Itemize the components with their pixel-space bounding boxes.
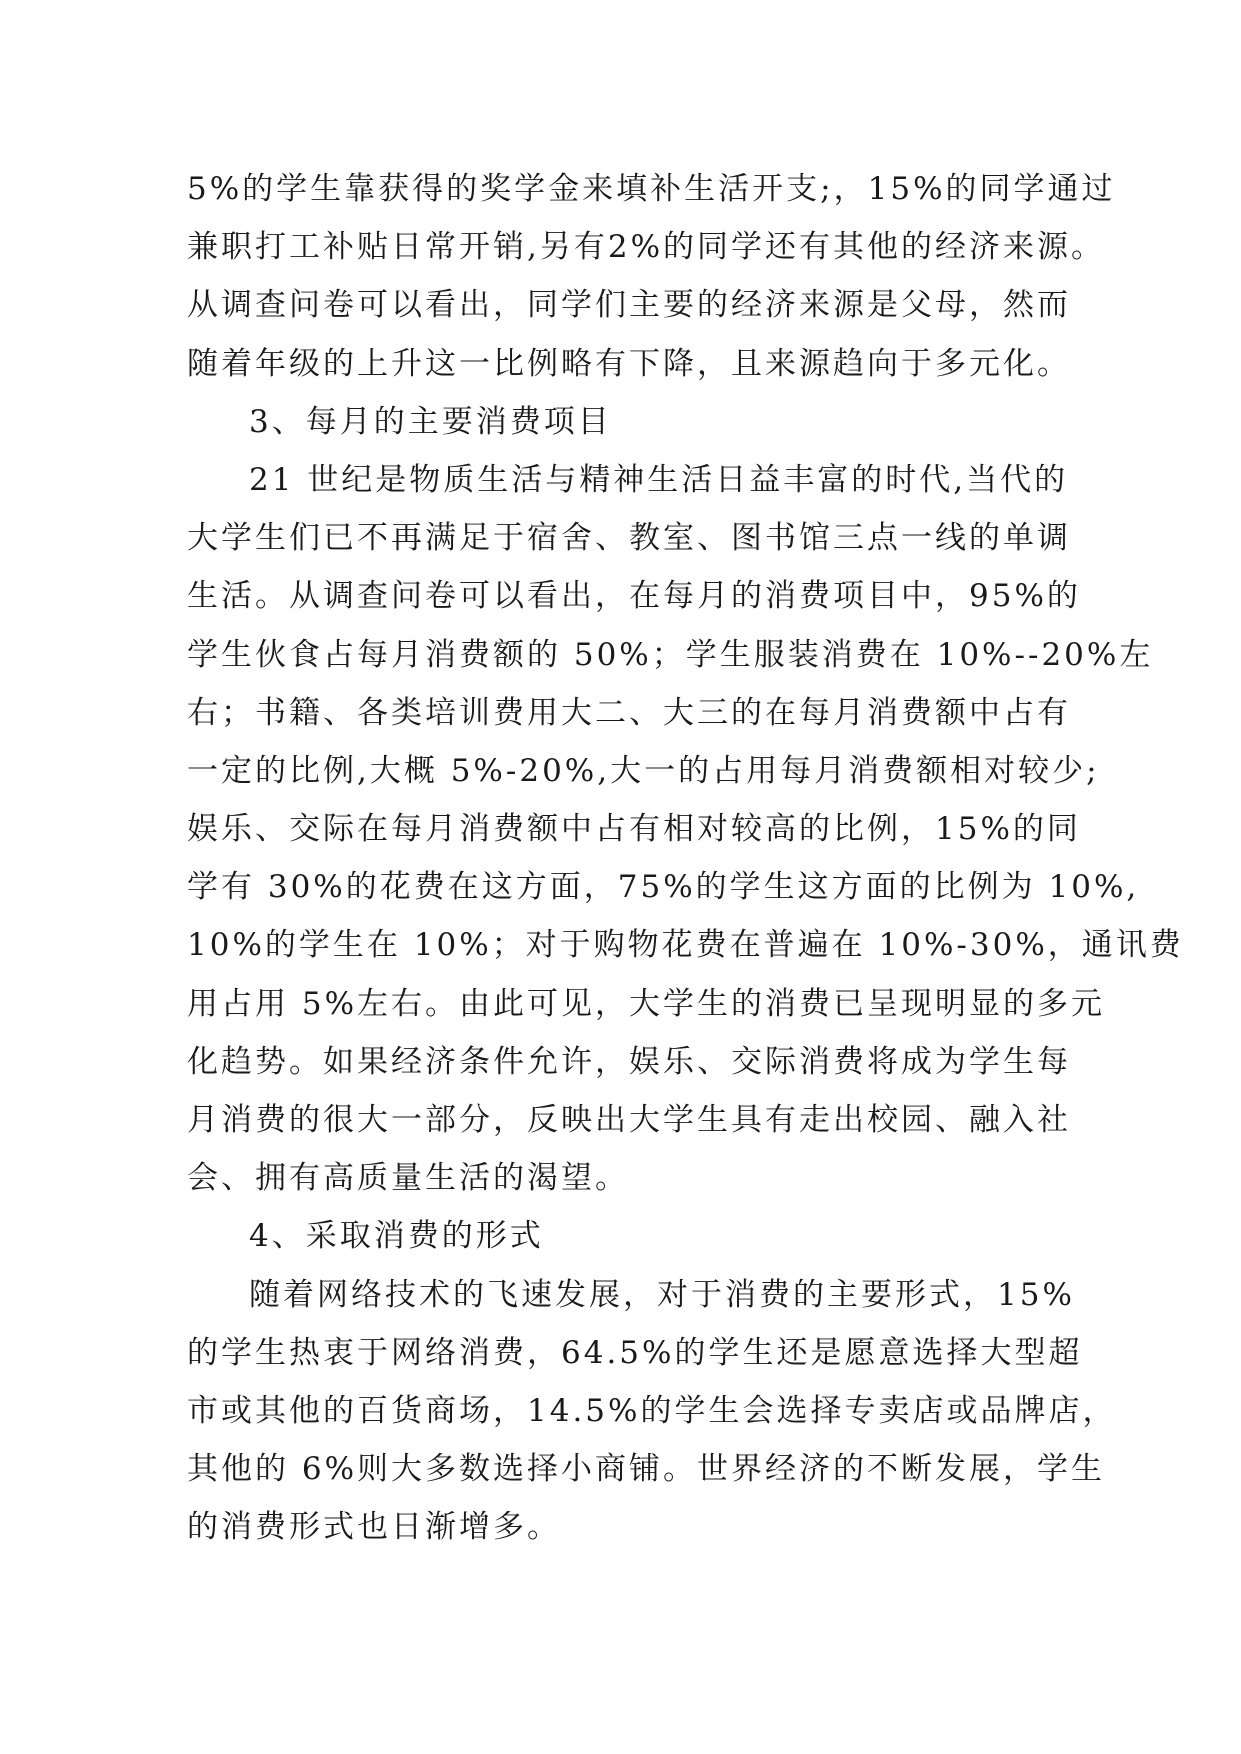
paragraph-line: 月消费的很大一部分，反映出大学生具有走出校园、融入社 [187, 1102, 1071, 1138]
section-heading: 4、采取消费的形式 [249, 1218, 544, 1255]
section-heading: 3、每月的主要消费项目 [249, 403, 612, 440]
paragraph-line: 学有 30%的花费在这方面，75%的学生这方面的比例为 10%, [187, 869, 1140, 906]
paragraph-line: 的消费形式也日渐增多。 [187, 1509, 561, 1546]
paragraph-line: 会、拥有高质量生活的渴望。 [187, 1160, 629, 1197]
paragraph-line: 用占用 5%左右。由此可见，大学生的消费已呈现明显的多元 [187, 985, 1106, 1022]
paragraph-line: 随着网络技术的飞速发展，对于消费的主要形式，15% [249, 1276, 1075, 1313]
paragraph-line: 一定的比例,大概 5%-20%,大一的占用每月消费额相对较少; [187, 752, 1100, 789]
paragraph-line: 的学生热衷于网络消费，64.5%的学生还是愿意选择大型超 [187, 1334, 1083, 1371]
paragraph-line: 10%的学生在 10%；对于购物花费在普遍在 10%-30%，通讯费 [187, 927, 1184, 964]
paragraph-line: 市或其他的百货商场，14.5%的学生会选择专卖店或品牌店， [187, 1392, 1117, 1429]
paragraph-line: 21 世纪是物质生活与精神生活日益丰富的时代,当代的 [249, 461, 1069, 498]
paragraph-line: 化趋势。如果经济条件允许，娱乐、交际消费将成为学生每 [187, 1043, 1071, 1080]
paragraph-line: 兼职打工补贴日常开销,另有2%的同学还有其他的经济来源。 [187, 229, 1106, 266]
paragraph-line: 生活。从调查问卷可以看出，在每月的消费项目中，95%的 [187, 578, 1081, 615]
body-text [187, 160, 1184, 1557]
paragraph-line: 大学生们已不再满足于宿舍、教室、图书馆三点一线的单调 [187, 520, 1071, 557]
paragraph-line: 右；书籍、各类培训费用大二、大三的在每月消费额中占有 [187, 694, 1071, 731]
paragraph-line: 其他的 6%则大多数选择小商铺。世界经济的不断发展，学生 [187, 1451, 1106, 1488]
paragraph-line: 随着年级的上升这一比例略有下降，且来源趋向于多元化。 [187, 345, 1071, 382]
paragraph-line: 5%的学生靠获得的奖学金来填补生活开支;，15%的同学通过 [187, 171, 1116, 207]
paragraph-line: 从调查问卷可以看出，同学们主要的经济来源是父母，然而 [187, 287, 1071, 324]
paragraph-line: 娱乐、交际在每月消费额中占有相对较高的比例，15%的同 [187, 811, 1081, 848]
paragraph-line: 学生伙食占每月消费额的 50%；学生服装消费在 10%--20%左 [187, 636, 1154, 673]
